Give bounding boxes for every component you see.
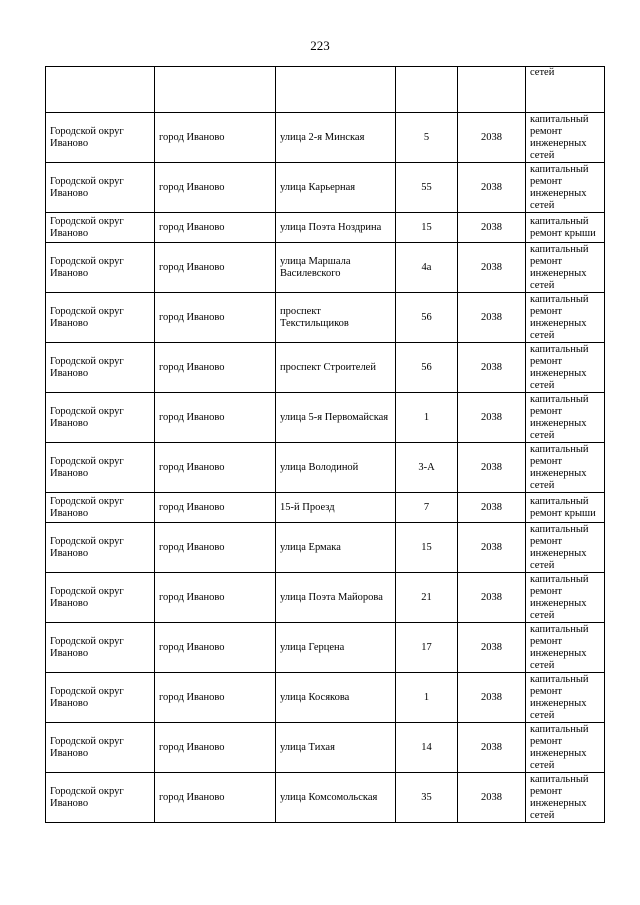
cell-district: Городской округ Иваново	[46, 163, 155, 213]
cell-work-type: капитальный ремонт инженерных сетей	[526, 623, 605, 673]
cell-year: 2038	[458, 163, 526, 213]
cell-year: 2038	[458, 573, 526, 623]
cell-district	[46, 67, 155, 113]
table-row	[46, 443, 605, 493]
table-row	[46, 723, 605, 773]
cell-year: 2038	[458, 623, 526, 673]
cell-district: Городской округ Иваново	[46, 293, 155, 343]
cell-work-type: капитальный ремонт инженерных сетей	[526, 293, 605, 343]
cell-year: 2038	[458, 443, 526, 493]
cell-street: улица Герцена	[276, 623, 396, 673]
cell-street: 15-й Проезд	[276, 493, 396, 523]
table-row	[46, 163, 605, 213]
cell-street: улица Ермака	[276, 523, 396, 573]
cell-city: город Иваново	[155, 293, 276, 343]
cell-work-type: капитальный ремонт крыши	[526, 493, 605, 523]
cell-city: город Иваново	[155, 493, 276, 523]
cell-district: Городской округ Иваново	[46, 493, 155, 523]
cell-house: 14	[396, 723, 458, 773]
cell-street: улица Володиной	[276, 443, 396, 493]
cell-work-type: капитальный ремонт инженерных сетей	[526, 673, 605, 723]
cell-district: Городской округ Иваново	[46, 623, 155, 673]
table-row	[46, 673, 605, 723]
cell-work-type: капитальный ремонт инженерных сетей	[526, 393, 605, 443]
cell-city: город Иваново	[155, 773, 276, 823]
table-body	[46, 67, 605, 823]
cell-city: город Иваново	[155, 113, 276, 163]
cell-year: 2038	[458, 673, 526, 723]
cell-street: улица 5-я Первомайская	[276, 393, 396, 443]
cell-house	[396, 67, 458, 113]
cell-city: город Иваново	[155, 243, 276, 293]
table-row	[46, 393, 605, 443]
cell-work-type: капитальный ремонт инженерных сетей	[526, 443, 605, 493]
cell-district: Городской округ Иваново	[46, 393, 155, 443]
cell-district: Городской округ Иваново	[46, 573, 155, 623]
cell-house: 17	[396, 623, 458, 673]
cell-street: улица Поэта Майорова	[276, 573, 396, 623]
cell-year: 2038	[458, 393, 526, 443]
cell-street: улица Поэта Ноздрина	[276, 213, 396, 243]
table-row	[46, 213, 605, 243]
cell-work-type: капитальный ремонт инженерных сетей	[526, 163, 605, 213]
table-row	[46, 293, 605, 343]
cell-district: Городской округ Иваново	[46, 673, 155, 723]
cell-city: город Иваново	[155, 213, 276, 243]
table-row	[46, 493, 605, 523]
cell-district: Городской округ Иваново	[46, 723, 155, 773]
cell-district: Городской округ Иваново	[46, 113, 155, 163]
cell-street: улица 2-я Минская	[276, 113, 396, 163]
page-number: 223	[310, 38, 330, 53]
cell-work-type: капитальный ремонт инженерных сетей	[526, 723, 605, 773]
cell-district: Городской округ Иваново	[46, 213, 155, 243]
cell-city: город Иваново	[155, 443, 276, 493]
table-row	[46, 243, 605, 293]
cell-house: 1	[396, 673, 458, 723]
table-row	[46, 623, 605, 673]
cell-house: 1	[396, 393, 458, 443]
cell-year: 2038	[458, 213, 526, 243]
cell-district: Городской округ Иваново	[46, 523, 155, 573]
cell-year	[458, 67, 526, 113]
cell-house: 35	[396, 773, 458, 823]
cell-year: 2038	[458, 293, 526, 343]
table-row-continuation	[46, 67, 605, 113]
cell-street: улица Карьерная	[276, 163, 396, 213]
cell-house: 7	[396, 493, 458, 523]
cell-house: 4а	[396, 243, 458, 293]
cell-street: проспект Строителей	[276, 343, 396, 393]
cell-district: Городской округ Иваново	[46, 243, 155, 293]
cell-street: улица Маршала Василевского	[276, 243, 396, 293]
table-row	[46, 523, 605, 573]
table-row	[46, 773, 605, 823]
cell-house: 55	[396, 163, 458, 213]
cell-city: город Иваново	[155, 393, 276, 443]
cell-street: проспект Текстильщиков	[276, 293, 396, 343]
cell-work-type: сетей	[526, 67, 605, 113]
cell-house: 21	[396, 573, 458, 623]
cell-city: город Иваново	[155, 623, 276, 673]
cell-year: 2038	[458, 773, 526, 823]
cell-city: город Иваново	[155, 343, 276, 393]
cell-house: 15	[396, 523, 458, 573]
table-row	[46, 573, 605, 623]
cell-house: 56	[396, 293, 458, 343]
cell-district: Городской округ Иваново	[46, 343, 155, 393]
cell-year: 2038	[458, 493, 526, 523]
cell-street: улица Комсомольская	[276, 773, 396, 823]
cell-work-type: капитальный ремонт инженерных сетей	[526, 573, 605, 623]
cell-work-type: капитальный ремонт инженерных сетей	[526, 343, 605, 393]
table-row	[46, 113, 605, 163]
cell-year: 2038	[458, 113, 526, 163]
cell-work-type: капитальный ремонт инженерных сетей	[526, 113, 605, 163]
cell-city: город Иваново	[155, 573, 276, 623]
cell-house: 15	[396, 213, 458, 243]
cell-work-type: капитальный ремонт инженерных сетей	[526, 243, 605, 293]
cell-street: улица Косякова	[276, 673, 396, 723]
cell-work-type: капитальный ремонт инженерных сетей	[526, 523, 605, 573]
cell-street	[276, 67, 396, 113]
table-row	[46, 343, 605, 393]
cell-work-type: капитальный ремонт крыши	[526, 213, 605, 243]
housing-repair-table	[45, 66, 605, 823]
cell-city	[155, 67, 276, 113]
cell-district: Городской округ Иваново	[46, 773, 155, 823]
cell-work-type: капитальный ремонт инженерных сетей	[526, 773, 605, 823]
cell-house: 5	[396, 113, 458, 163]
cell-street: улица Тихая	[276, 723, 396, 773]
cell-city: город Иваново	[155, 523, 276, 573]
cell-city: город Иваново	[155, 673, 276, 723]
cell-city: город Иваново	[155, 723, 276, 773]
cell-year: 2038	[458, 243, 526, 293]
cell-house: 56	[396, 343, 458, 393]
cell-year: 2038	[458, 723, 526, 773]
cell-house: 3-А	[396, 443, 458, 493]
cell-city: город Иваново	[155, 163, 276, 213]
cell-year: 2038	[458, 343, 526, 393]
cell-district: Городской округ Иваново	[46, 443, 155, 493]
cell-year: 2038	[458, 523, 526, 573]
